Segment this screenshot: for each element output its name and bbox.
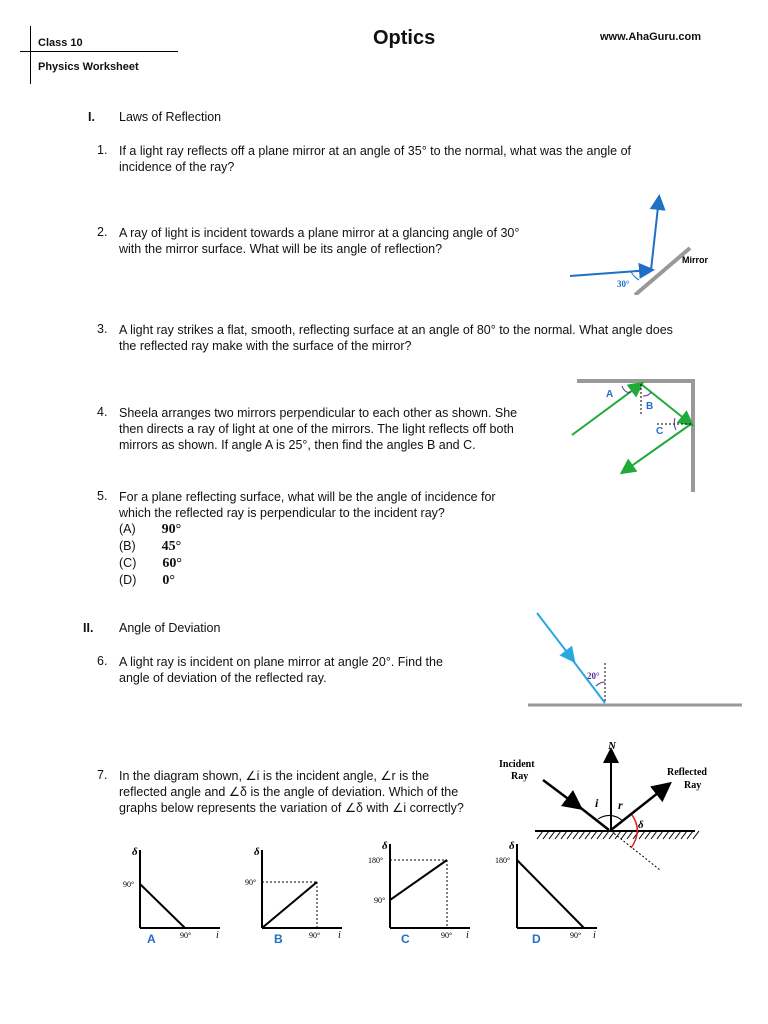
hatch-mark [657, 831, 663, 839]
option-value: 60° [162, 556, 182, 571]
header-horizontal-rule [20, 51, 178, 52]
perpendicular-mirrors-diagram [565, 372, 705, 497]
question-line: the reflected ray make with the surface of the mirror? [119, 339, 412, 353]
label-a: A [606, 389, 614, 400]
answer-option[interactable] [119, 572, 182, 589]
x-tick-label: 90° [441, 931, 453, 940]
hatch-mark [687, 831, 693, 839]
graph-b [237, 838, 352, 948]
option-label: (D) [119, 573, 137, 587]
question-number: 3. [97, 322, 108, 336]
graph-c [365, 834, 480, 948]
option-label: (C) [119, 556, 137, 570]
header-vertical-rule [30, 26, 31, 84]
graph-line [262, 882, 317, 928]
deviation-diagram [525, 608, 745, 713]
angle-label: 20° [587, 671, 600, 681]
hatch-mark [645, 831, 651, 839]
question-line: Sheela arranges two mirrors perpendicular to each other as shown. She [119, 406, 518, 420]
question-line: A ray of light is incident towards a plane mirror at a glancing angle of 30° [119, 226, 520, 240]
question-number: 1. [97, 143, 108, 157]
question-line: then directs a ray of light at one of the mirrors. The light reflects off both [119, 422, 514, 436]
graph-line [390, 860, 447, 900]
question-line: A light ray strikes a flat, smooth, reflecting surface at an angle of 80° to the normal. What angle does [119, 323, 673, 337]
i-label: i [595, 796, 599, 810]
incident-ray [543, 780, 579, 807]
question-line: A light ray is incident on plane mirror at angle 20°. Find the [119, 655, 443, 669]
class-label: Class 10 [38, 37, 83, 49]
angle-arc [631, 272, 639, 280]
question-number: 2. [97, 225, 108, 239]
question-number: 7. [97, 768, 108, 782]
x-axis-label: i [466, 930, 469, 941]
section-title: Laws of Reflection [119, 110, 222, 124]
question-line: mirrors as shown. If angle A is 25°, then find the angles B and C. [119, 438, 476, 452]
question-3-text [119, 322, 673, 354]
y-axis-label: δ [509, 840, 515, 852]
question-line: graphs below represents the variation of ∠δ with ∠i correctly? [119, 801, 464, 815]
graph-letter: A [147, 932, 156, 946]
hatch-mark [651, 831, 657, 839]
reflected-ray [651, 198, 659, 270]
mirror-reflection-diagram [565, 190, 725, 295]
reflected-label: Ray [684, 780, 702, 791]
question-number: 4. [97, 405, 108, 419]
section-title: Angle of Deviation [119, 621, 221, 635]
delta-label: δ [638, 819, 644, 831]
question-5-text [119, 489, 496, 521]
question-line: angle of deviation of the reflected ray. [119, 671, 327, 685]
angle-label: 30° [617, 279, 630, 289]
x-axis-label: i [338, 930, 341, 941]
option-label: (B) [119, 539, 136, 553]
angle-arc [643, 392, 651, 396]
x-tick-label: 90° [570, 931, 582, 940]
question-line: reflected angle and ∠δ is the angle of deviation. Which of the [119, 785, 459, 799]
option-value: 90° [161, 522, 182, 537]
r-label: r [618, 798, 623, 812]
x-axis-label: i [593, 930, 596, 941]
option-label: (A) [119, 522, 136, 536]
hatch-mark [639, 831, 645, 839]
hatch-mark [621, 831, 627, 839]
question-number: 5. [97, 489, 108, 503]
worksheet-label: Physics Worksheet [38, 61, 139, 73]
graph-letter: D [532, 932, 541, 946]
hatch-mark [693, 831, 699, 839]
question-1-text [119, 143, 631, 175]
mirror-label: Mirror [682, 255, 709, 265]
x-tick-label: 90° [180, 931, 192, 940]
question-line: If a light ray reflects off a plane mirror at an angle of 35° to the normal, what was the angle of [119, 144, 631, 158]
hatch-mark [615, 831, 621, 839]
question-line: incidence of the ray? [119, 160, 235, 174]
question-number: 6. [97, 654, 108, 668]
section-numeral: II. [83, 621, 94, 635]
question-6-text [119, 654, 443, 686]
y-tick-label: 90° [374, 896, 386, 905]
y-axis-label: δ [254, 846, 260, 858]
graph-line [140, 884, 185, 928]
normal-label: N [608, 740, 616, 752]
y-tick-top-label: 180° [495, 856, 511, 865]
label-b: B [646, 401, 654, 412]
hatch-mark [681, 831, 687, 839]
question-line: with the mirror surface. What will be its angle of reflection? [119, 242, 443, 256]
question-7-text [119, 768, 464, 816]
hatch-mark [627, 831, 633, 839]
incident-label: Ray [511, 771, 529, 782]
incident-ray [570, 270, 651, 276]
question-line: which the reflected ray is perpendicular to the incident ray? [119, 506, 445, 520]
y-axis-label: δ [132, 846, 138, 858]
graph-line [517, 860, 584, 928]
option-value: 0° [162, 573, 175, 588]
question-line: In the diagram shown, ∠i is the incident angle, ∠r is the [119, 769, 430, 783]
reflected-label: Reflected [667, 767, 707, 778]
x-tick-label: 90° [309, 931, 321, 940]
question-line: For a plane reflecting surface, what will be the angle of incidence for [119, 490, 496, 504]
hatch-mark [663, 831, 669, 839]
y-tick-top-label: 180° [368, 856, 384, 865]
incident-ray [537, 613, 573, 660]
label-c: C [656, 426, 664, 437]
option-value: 45° [161, 539, 182, 554]
answer-option[interactable] [119, 538, 182, 555]
angle-arc [596, 682, 605, 686]
section-numeral: I. [88, 110, 95, 124]
question-4-text [119, 405, 517, 453]
angle-arc [674, 418, 676, 430]
graph-d [492, 834, 607, 948]
incident-label: Incident [499, 759, 535, 770]
graph-letter: B [274, 932, 283, 946]
hatch-mark [669, 831, 675, 839]
answer-option[interactable] [119, 555, 182, 572]
answer-options [119, 521, 182, 589]
y-tick-label: 90° [245, 878, 257, 887]
x-axis-label: i [216, 930, 219, 941]
graph-a [115, 838, 230, 948]
graph-letter: C [401, 932, 410, 946]
hatch-mark [675, 831, 681, 839]
answer-option[interactable] [119, 521, 182, 538]
website-label: www.AhaGuru.com [600, 31, 702, 43]
incident-ray-lower [577, 805, 609, 830]
question-2-text [119, 225, 519, 257]
page-title: Optics [373, 27, 436, 49]
y-axis-label: δ [382, 840, 388, 852]
y-tick-label: 90° [123, 880, 135, 889]
